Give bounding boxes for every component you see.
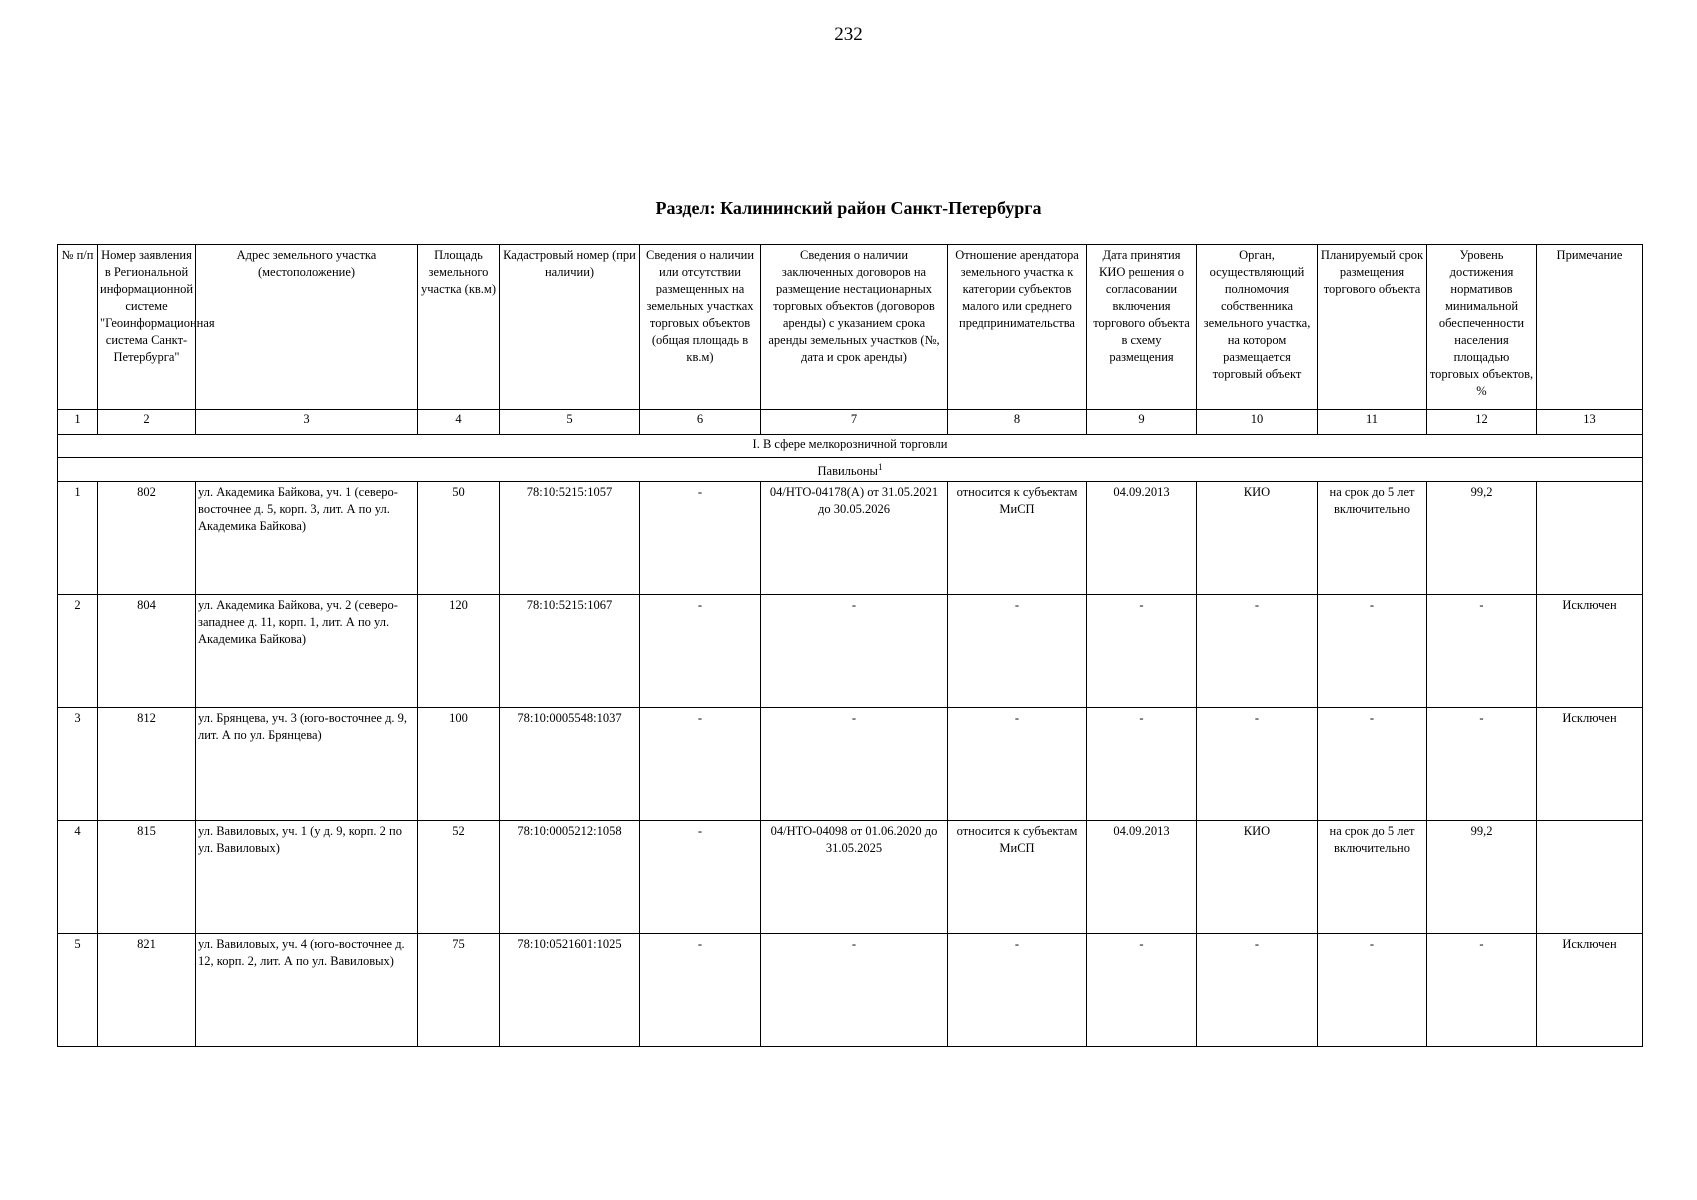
section-title: Раздел: Калининский район Санкт-Петербурга: [655, 198, 1042, 218]
cell-index: 1: [58, 482, 98, 595]
column-number: 10: [1197, 410, 1318, 435]
cell-contracts: -: [761, 934, 948, 1047]
cell-decision-date: 04.09.2013: [1087, 821, 1197, 934]
cell-authority: КИО: [1197, 821, 1318, 934]
cell-tenant-category: относится к субъектам МиСП: [948, 821, 1087, 934]
header-cell: Примечание: [1537, 245, 1643, 410]
cell-contracts: -: [761, 595, 948, 708]
column-number: 4: [418, 410, 500, 435]
cell-application-number: 815: [98, 821, 196, 934]
cell-note: [1537, 821, 1643, 934]
cell-address: ул. Вавиловых, уч. 1 (у д. 9, корп. 2 по ул. Вавиловых): [196, 821, 418, 934]
cell-planned-term: на срок до 5 лет включительно: [1318, 821, 1427, 934]
cell-address: ул. Вавиловых, уч. 4 (юго-восточнее д. 12, корп. 2, лит. А по ул. Вавиловых): [196, 934, 418, 1047]
group-header: I. В сфере мелкорозничной торговли: [58, 435, 1643, 458]
cell-area: 50: [418, 482, 500, 595]
cell-application-number: 812: [98, 708, 196, 821]
column-number: 2: [98, 410, 196, 435]
header-cell: № п/п: [58, 245, 98, 410]
cell-decision-date: -: [1087, 595, 1197, 708]
subgroup-title: Павильоны: [817, 464, 878, 479]
column-number: 6: [640, 410, 761, 435]
cell-existing-objects: -: [640, 821, 761, 934]
header-row: [58, 245, 1643, 410]
cell-note: Исключен: [1537, 708, 1643, 821]
cell-area: 75: [418, 934, 500, 1047]
cell-tenant-category: -: [948, 708, 1087, 821]
registry-table: [57, 244, 1643, 1047]
cell-decision-date: -: [1087, 934, 1197, 1047]
cell-existing-objects: -: [640, 934, 761, 1047]
cell-provision-level: -: [1427, 708, 1537, 821]
cell-provision-level: 99,2: [1427, 482, 1537, 595]
header-cell: Сведения о наличии или отсутствии размещенных на земельных участках торговых объектов (общая площадь в кв.м): [640, 245, 761, 410]
cell-application-number: 821: [98, 934, 196, 1047]
cell-provision-level: -: [1427, 595, 1537, 708]
cell-decision-date: 04.09.2013: [1087, 482, 1197, 595]
cell-contracts: 04/НТО-04098 от 01.06.2020 до 31.05.2025: [761, 821, 948, 934]
page-number: 232: [834, 24, 863, 45]
table-row: [58, 595, 1643, 708]
footnote-marker: 1: [877, 462, 883, 472]
cell-decision-date: -: [1087, 708, 1197, 821]
header-cell: Кадастровый номер (при наличии): [500, 245, 640, 410]
table-row: [58, 482, 1643, 595]
cell-cadastral-number: 78:10:5215:1067: [500, 595, 640, 708]
cell-address: ул. Академика Байкова, уч. 1 (северо-восточнее д. 5, корп. 3, лит. А по ул. Академика Байкова): [196, 482, 418, 595]
header-cell: Уровень достижения нормативов минимальной обеспеченности населения площадью торговых объектов, %: [1427, 245, 1537, 410]
cell-authority: КИО: [1197, 482, 1318, 595]
cell-area: 52: [418, 821, 500, 934]
cell-cadastral-number: 78:10:0005548:1037: [500, 708, 640, 821]
header-cell: Отношение арендатора земельного участка к категории субъектов малого или среднего предпринимательства: [948, 245, 1087, 410]
subgroup-header-row: [58, 458, 1643, 482]
cell-index: 3: [58, 708, 98, 821]
cell-note: Исключен: [1537, 934, 1643, 1047]
column-number: 3: [196, 410, 418, 435]
header-cell: Площадь земельного участка (кв.м): [418, 245, 500, 410]
header-cell: Орган, осуществляющий полномочия собственника земельного участка, на котором размещается торговый объект: [1197, 245, 1318, 410]
cell-application-number: 802: [98, 482, 196, 595]
cell-cadastral-number: 78:10:0005212:1058: [500, 821, 640, 934]
table-row: [58, 934, 1643, 1047]
header-cell: Номер заявления в Региональной информационной системе "Геоинформационная система Санкт-Петербурга": [98, 245, 196, 410]
cell-planned-term: на срок до 5 лет включительно: [1318, 482, 1427, 595]
cell-note: [1537, 482, 1643, 595]
header-cell: Дата принятия КИО решения о согласовании включения торгового объекта в схему размещения: [1087, 245, 1197, 410]
cell-planned-term: -: [1318, 595, 1427, 708]
header-cell: Планируемый срок размещения торгового объекта: [1318, 245, 1427, 410]
cell-area: 100: [418, 708, 500, 821]
table-row: [58, 708, 1643, 821]
cell-index: 2: [58, 595, 98, 708]
cell-tenant-category: -: [948, 595, 1087, 708]
cell-authority: -: [1197, 934, 1318, 1047]
header-cell: Адрес земельного участка (местоположение): [196, 245, 418, 410]
column-number: 1: [58, 410, 98, 435]
column-number: 7: [761, 410, 948, 435]
subgroup-header: [58, 458, 1643, 482]
cell-authority: -: [1197, 595, 1318, 708]
column-number: 9: [1087, 410, 1197, 435]
cell-tenant-category: относится к субъектам МиСП: [948, 482, 1087, 595]
cell-contracts: 04/НТО-04178(А) от 31.05.2021 до 30.05.2026: [761, 482, 948, 595]
cell-cadastral-number: 78:10:5215:1057: [500, 482, 640, 595]
cell-authority: -: [1197, 708, 1318, 821]
table-row: [58, 821, 1643, 934]
cell-application-number: 804: [98, 595, 196, 708]
cell-tenant-category: -: [948, 934, 1087, 1047]
cell-planned-term: -: [1318, 934, 1427, 1047]
cell-index: 4: [58, 821, 98, 934]
cell-provision-level: -: [1427, 934, 1537, 1047]
cell-existing-objects: -: [640, 595, 761, 708]
cell-note: Исключен: [1537, 595, 1643, 708]
column-number: 11: [1318, 410, 1427, 435]
cell-contracts: -: [761, 708, 948, 821]
column-number: 13: [1537, 410, 1643, 435]
cell-existing-objects: -: [640, 482, 761, 595]
cell-index: 5: [58, 934, 98, 1047]
cell-area: 120: [418, 595, 500, 708]
cell-provision-level: 99,2: [1427, 821, 1537, 934]
column-number: 8: [948, 410, 1087, 435]
column-number: 5: [500, 410, 640, 435]
cell-planned-term: -: [1318, 708, 1427, 821]
column-number-row: [58, 410, 1643, 435]
cell-existing-objects: -: [640, 708, 761, 821]
cell-cadastral-number: 78:10:0521601:1025: [500, 934, 640, 1047]
cell-address: ул. Академика Байкова, уч. 2 (северо-западнее д. 11, корп. 1, лит. А по ул. Академика Байкова): [196, 595, 418, 708]
cell-address: ул. Брянцева, уч. 3 (юго-восточнее д. 9, лит. А по ул. Брянцева): [196, 708, 418, 821]
column-number: 12: [1427, 410, 1537, 435]
group-header-row: [58, 435, 1643, 458]
header-cell: Сведения о наличии заключенных договоров на размещение нестационарных торговых объектов (договоров аренды) с указанием срока аренды земельных участков (№, дата и срок аренды): [761, 245, 948, 410]
